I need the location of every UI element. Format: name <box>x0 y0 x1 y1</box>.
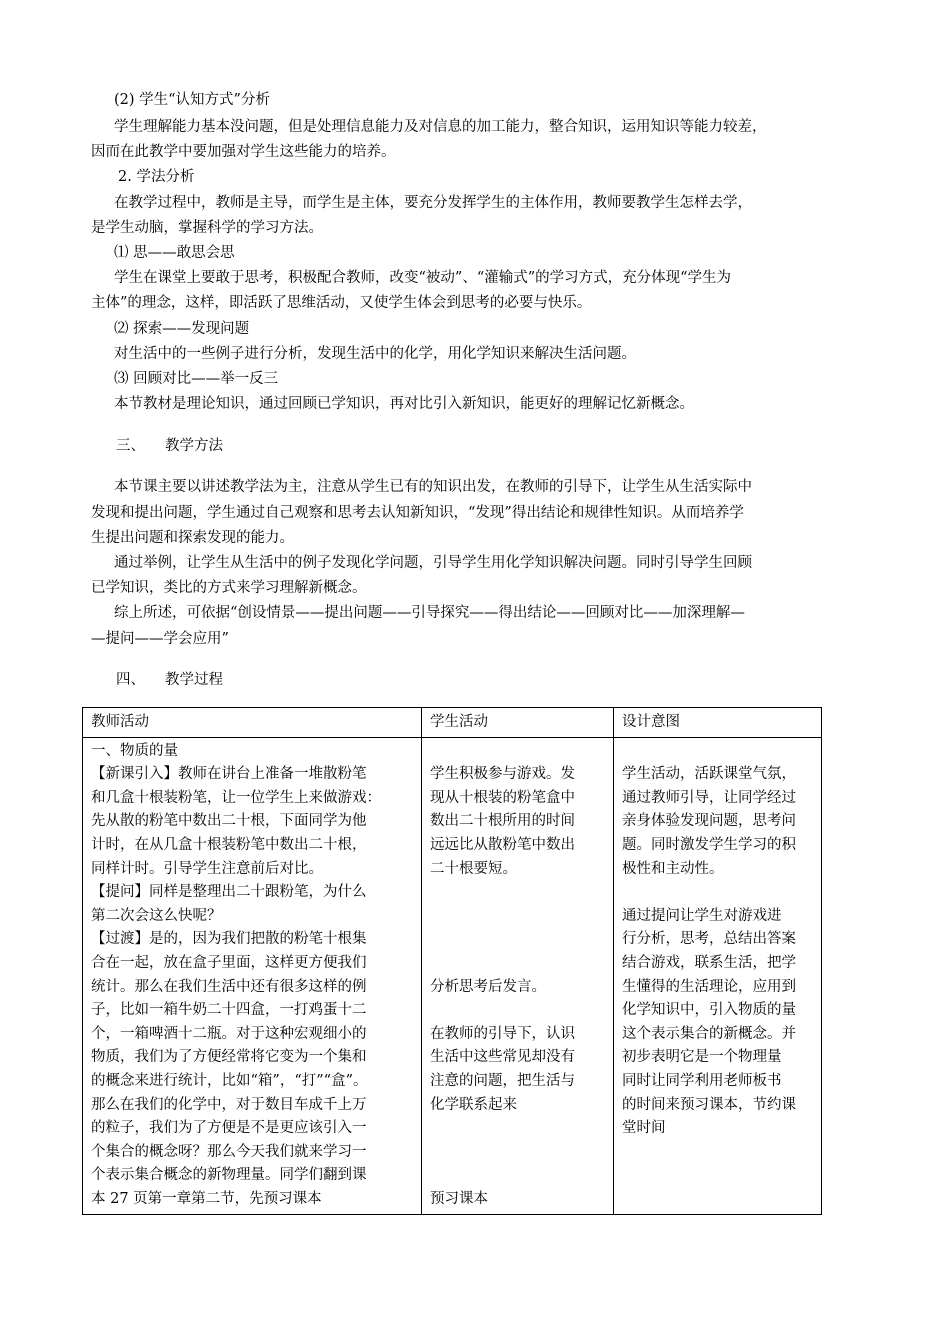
cell-line: 同样计时。引导学生注意前后对比。 <box>91 860 323 877</box>
cell-line: 化学知识中，引入物质的量 <box>622 1002 796 1019</box>
list-item-review: ⑶ 回顾对比——举一反三 <box>114 371 279 387</box>
cell-line: 在教师的引导下，认识 <box>430 1025 575 1042</box>
section-heading-teaching-method <box>116 435 223 457</box>
cell-line: 堂时间 <box>622 1120 666 1137</box>
cell-line: 分析思考后发言。 <box>430 978 546 995</box>
cell-line: 本 27 页第一章第二节，先预习课本 <box>91 1190 322 1207</box>
teaching-process-table <box>82 707 822 1215</box>
cell-line: 【提问】同样是整理出二十跟粉笔，为什么 <box>91 884 367 901</box>
paragraph-line: 通过举例，让学生从生活中的例子发现化学问题，引导学生用化学知识解决问题。同时引导学生回顾 <box>114 555 752 571</box>
section-heading-teaching-process <box>116 669 223 691</box>
section-number: 三、 <box>116 438 145 454</box>
cell-line: 物质，我们为了方便经常将它变为一个集和 <box>91 1049 367 1066</box>
cell-line: 通过提问让学生对游戏进 <box>622 907 782 924</box>
header-teacher-activity: 教师活动 <box>83 708 422 738</box>
paragraph-line: 本节教材是理论知识，通过回顾已学知识，再对比引入新知识，能更好的理解记忆新概念。 <box>114 396 694 412</box>
cell-line: 的概念来进行统计，比如“箱”，“打”“盒”。 <box>91 1072 368 1089</box>
paragraph-line: 综上所述，可依据“创设情景——提出问题——引导探究——得出结论——回顾对比——加深理解— <box>114 605 745 621</box>
cell-line: 远远比从散粉笔中数出 <box>430 836 575 853</box>
table-header-row <box>83 708 822 738</box>
cell-line: 现从十根装的粉笔盒中 <box>430 789 575 806</box>
paragraph-line: 主体”的理念，这样，即活跃了思维活动，又使学生体会到思考的必要与快乐。 <box>91 295 592 311</box>
paragraph-line: 本节课主要以讲述教学法为主，注意从学生已有的知识出发，在教师的引导下，让学生从生活实际中 <box>114 479 752 495</box>
cell-line: 【新课引入】教师在讲台上准备一堆散粉笔 <box>91 766 367 783</box>
paragraph-line: —提问——学会应用” <box>91 631 229 647</box>
cell-line: 预习课本 <box>430 1190 488 1207</box>
paragraph-line: 因而在此教学中要加强对学生这些能力的培养。 <box>91 144 396 160</box>
cell-line: 的时间来预习课本，节约课 <box>622 1096 796 1113</box>
cell-line: 的粒子，我们为了方便是不是更应该引入一 <box>91 1120 367 1137</box>
design-intent-cell <box>614 737 822 1214</box>
paragraph-line: 生提出问题和探索发现的能力。 <box>91 530 294 546</box>
paragraph-line: 学生在课堂上要敢于思考，积极配合教师，改变“被动”、“灌输式”的学习方式，充分体现“学生为 <box>114 270 732 286</box>
cell-line: 那么在我们的化学中，对于数目车成千上万 <box>91 1096 367 1113</box>
paragraph-line: 发现和提出问题，学生通过自己观察和思考去认知新知识，“发现”得出结论和规律性知识。从而培养学 <box>91 505 744 521</box>
cell-line: 注意的问题，把生活与 <box>430 1072 575 1089</box>
cell-line: 题。同时激发学生学习的积 <box>622 836 796 853</box>
cell-line: 个表示集合概念的新物理量。同学们翻到课 <box>91 1167 367 1184</box>
paragraph-line: 学生理解能力基本没问题，但是处理信息能力及对信息的加工能力，整合知识，运用知识等能力较差， <box>114 119 767 135</box>
cell-line: 生活中这些常见却没有 <box>430 1049 575 1066</box>
cell-line: 第二次会这么快呢？ <box>91 907 222 924</box>
cell-line: 初步表明它是一个物理量 <box>622 1049 782 1066</box>
paragraph-line: 已学知识，类比的方式来学习理解新概念。 <box>91 580 367 596</box>
cell-line: 先从散的粉笔中数出二十根，下面同学为他 <box>91 813 367 830</box>
teacher-activity-cell <box>83 737 422 1214</box>
paragraph-line: 是学生动脑，掌握科学的学习方法。 <box>91 220 323 236</box>
list-item-think: ⑴ 思——敢思会思 <box>114 245 235 261</box>
cell-line: 个，一箱啤酒十二瓶。对于这种宏观细小的 <box>91 1025 367 1042</box>
cell-line: 子，比如一箱牛奶二十四盒，一打鸡蛋十二 <box>91 1002 367 1019</box>
cell-line: 通过教师引导，让同学经过 <box>622 789 796 806</box>
header-design-intent: 设计意图 <box>614 708 822 738</box>
cell-line: 学生活动，活跃课堂气氛， <box>622 766 796 783</box>
cell-line: 二十根要短。 <box>430 860 517 877</box>
subheading-cognitive-analysis: (2) 学生“认知方式”分析 <box>114 92 270 108</box>
section-title: 教学方法 <box>165 438 223 454</box>
table-row <box>83 737 822 1214</box>
header-student-activity: 学生活动 <box>422 708 614 738</box>
cell-line: 化学联系起来 <box>430 1096 517 1113</box>
cell-line: 一、物质的量 <box>91 742 178 759</box>
cell-line: 同时让同学利用老师板书 <box>622 1072 782 1089</box>
list-item-explore: ⑵ 探索——发现问题 <box>114 321 250 337</box>
paragraph-line: 对生活中的一些例子进行分析，发现生活中的化学，用化学知识来解决生活问题。 <box>114 346 636 362</box>
cell-line: 学生积极参与游戏。发 <box>430 766 575 783</box>
student-activity-cell <box>422 737 614 1214</box>
cell-line: 生懂得的生活理论，应用到 <box>622 978 796 995</box>
cell-line: 和几盒十根装粉笔，让一位学生上来做游戏： <box>91 789 381 806</box>
cell-line: 亲身体验发现问题，思考问 <box>622 813 796 830</box>
cell-line: 计时，在从几盒十根装粉笔中数出二十根， <box>91 836 367 853</box>
cell-line: 个集合的概念呀？那么今天我们就来学习一 <box>91 1143 367 1160</box>
cell-line: 【过渡】是的，因为我们把散的粉笔十根集 <box>91 931 367 948</box>
cell-line: 极性和主动性。 <box>622 860 724 877</box>
cell-line: 数出二十根所用的时间 <box>430 813 575 830</box>
cell-line: 统计。那么在我们生活中还有很多这样的例 <box>91 978 367 995</box>
section-title: 教学过程 <box>165 672 223 688</box>
cell-line: 合在一起，放在盒子里面，这样更方便我们 <box>91 954 367 971</box>
section-number: 四、 <box>116 672 145 688</box>
subheading-study-method: 2. 学法分析 <box>118 169 195 185</box>
cell-line: 结合游戏，联系生活，把学 <box>622 954 796 971</box>
paragraph-line: 在教学过程中，教师是主导，而学生是主体，要充分发挥学生的主体作用，教师要教学生怎样去学， <box>114 195 752 211</box>
cell-line: 行分析，思考，总结出答案 <box>622 931 796 948</box>
cell-line: 这个表示集合的新概念。并 <box>622 1025 796 1042</box>
